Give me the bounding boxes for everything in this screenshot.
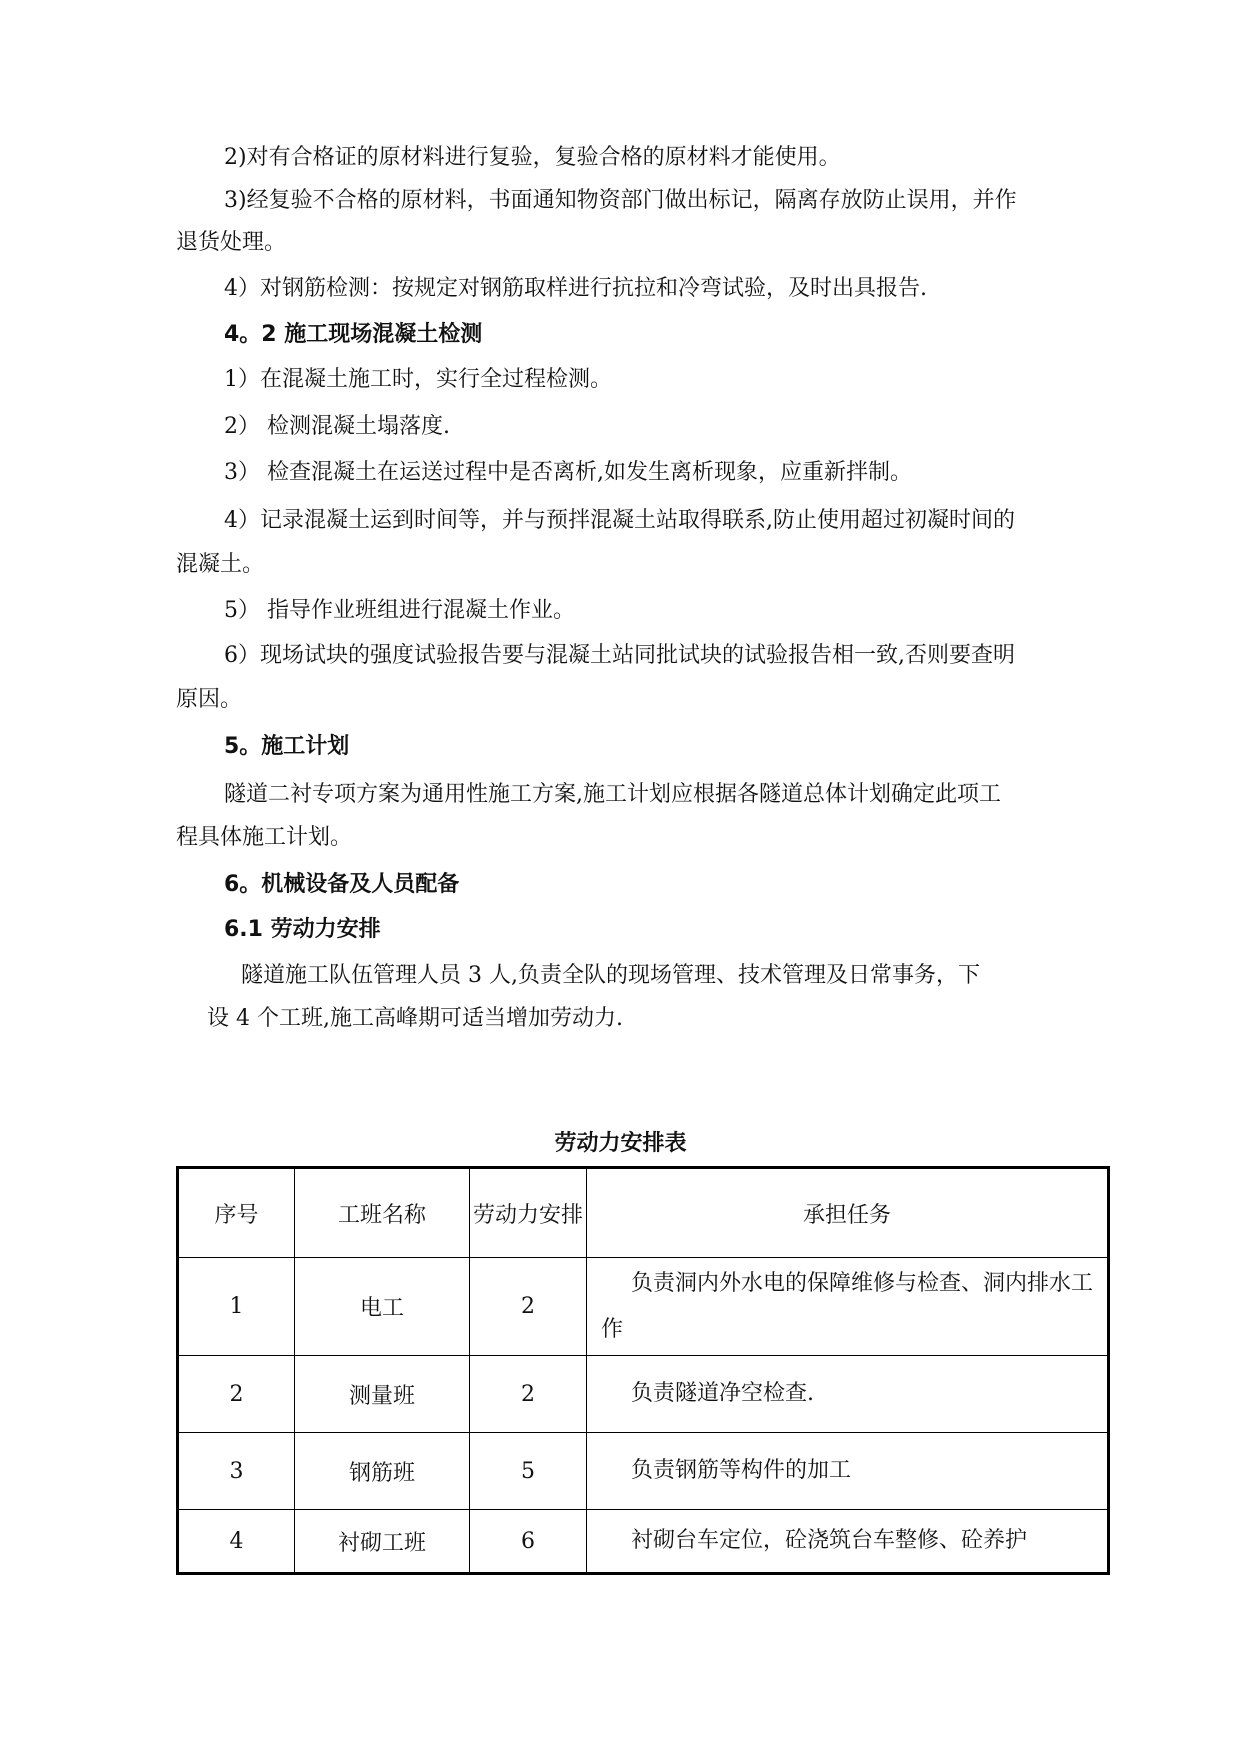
paragraph-line: 程具体施工计划。 [176, 825, 353, 850]
cell-task: 负责钢筋等构件的加工 [587, 1433, 1109, 1510]
table-row [178, 1433, 1109, 1510]
cell-no: 4 [178, 1510, 295, 1574]
paragraph-line: 3） 检查混凝土在运送过程中是否离析,如发生离析现象，应重新拌制。 [224, 460, 912, 485]
table-header-row [178, 1168, 1109, 1258]
cell-team-name: 钢筋班 [295, 1433, 470, 1510]
table-title: 劳动力安排表 [554, 1131, 687, 1156]
section-heading: 4。2 施工现场混凝土检测 [224, 322, 483, 347]
section-heading: 5。施工计划 [224, 734, 350, 759]
header-labor-count: 劳动力安排 [470, 1168, 587, 1258]
table-row [178, 1356, 1109, 1433]
cell-team-name: 衬砌工班 [295, 1510, 470, 1574]
cell-no: 2 [178, 1356, 295, 1433]
header-task: 承担任务 [587, 1168, 1109, 1258]
cell-labor-count: 2 [470, 1258, 587, 1356]
cell-task: 负责隧道净空检查. [587, 1356, 1109, 1433]
paragraph-line: 1）在混凝土施工时，实行全过程检测。 [224, 367, 612, 392]
section-heading: 6。机械设备及人员配备 [224, 872, 460, 897]
cell-team-name: 电工 [295, 1258, 470, 1356]
cell-labor-count: 6 [470, 1510, 587, 1574]
paragraph-line: 原因。 [176, 687, 243, 712]
cell-no: 1 [178, 1258, 295, 1356]
table-row [178, 1258, 1109, 1356]
header-team-name: 工班名称 [295, 1168, 470, 1258]
paragraph-line: 5） 指导作业班组进行混凝土作业。 [224, 598, 575, 623]
cell-no: 3 [178, 1433, 295, 1510]
paragraph-line: 4）记录混凝土运到时间等，并与预拌混凝土站取得联系,防止使用超过初凝时间的 [224, 508, 1015, 533]
paragraph-line: 隧道施工队伍管理人员 3 人,负责全队的现场管理、技术管理及日常事务，下 [241, 963, 980, 988]
table-row [178, 1510, 1109, 1574]
paragraph-line: 隧道二衬专项方案为通用性施工方案,施工计划应根据各隧道总体计划确定此项工 [224, 782, 1001, 807]
subsection-heading: 6.1 劳动力安排 [224, 917, 381, 942]
cell-team-name: 测量班 [295, 1356, 470, 1433]
paragraph-line: 退货处理。 [176, 230, 287, 255]
cell-task: 衬砌台车定位，砼浇筑台车整修、砼养护 [587, 1510, 1109, 1574]
cell-labor-count: 2 [470, 1356, 587, 1433]
paragraph-line: 3)经复验不合格的原材料，书面通知物资部门做出标记，隔离存放防止误用，并作 [224, 188, 1017, 213]
paragraph-line: 混凝土。 [176, 552, 265, 577]
header-no: 序号 [178, 1168, 295, 1258]
paragraph-line: 4）对钢筋检测：按规定对钢筋取样进行抗拉和冷弯试验，及时出具报告. [224, 276, 927, 301]
paragraph-line: 2） 检测混凝土塌落度. [224, 414, 450, 439]
cell-task: 负责洞内外水电的保障维修与检查、洞内排水工作 [587, 1258, 1109, 1356]
paragraph-line: 2)对有合格证的原材料进行复验，复验合格的原材料才能使用。 [224, 145, 841, 170]
labor-table [176, 1166, 1110, 1575]
cell-labor-count: 5 [470, 1433, 587, 1510]
paragraph-line: 6）现场试块的强度试验报告要与混凝土站同批试块的试验报告相一致,否则要查明 [224, 643, 1015, 668]
paragraph-line: 设 4 个工班,施工高峰期可适当增加劳动力. [207, 1006, 623, 1031]
